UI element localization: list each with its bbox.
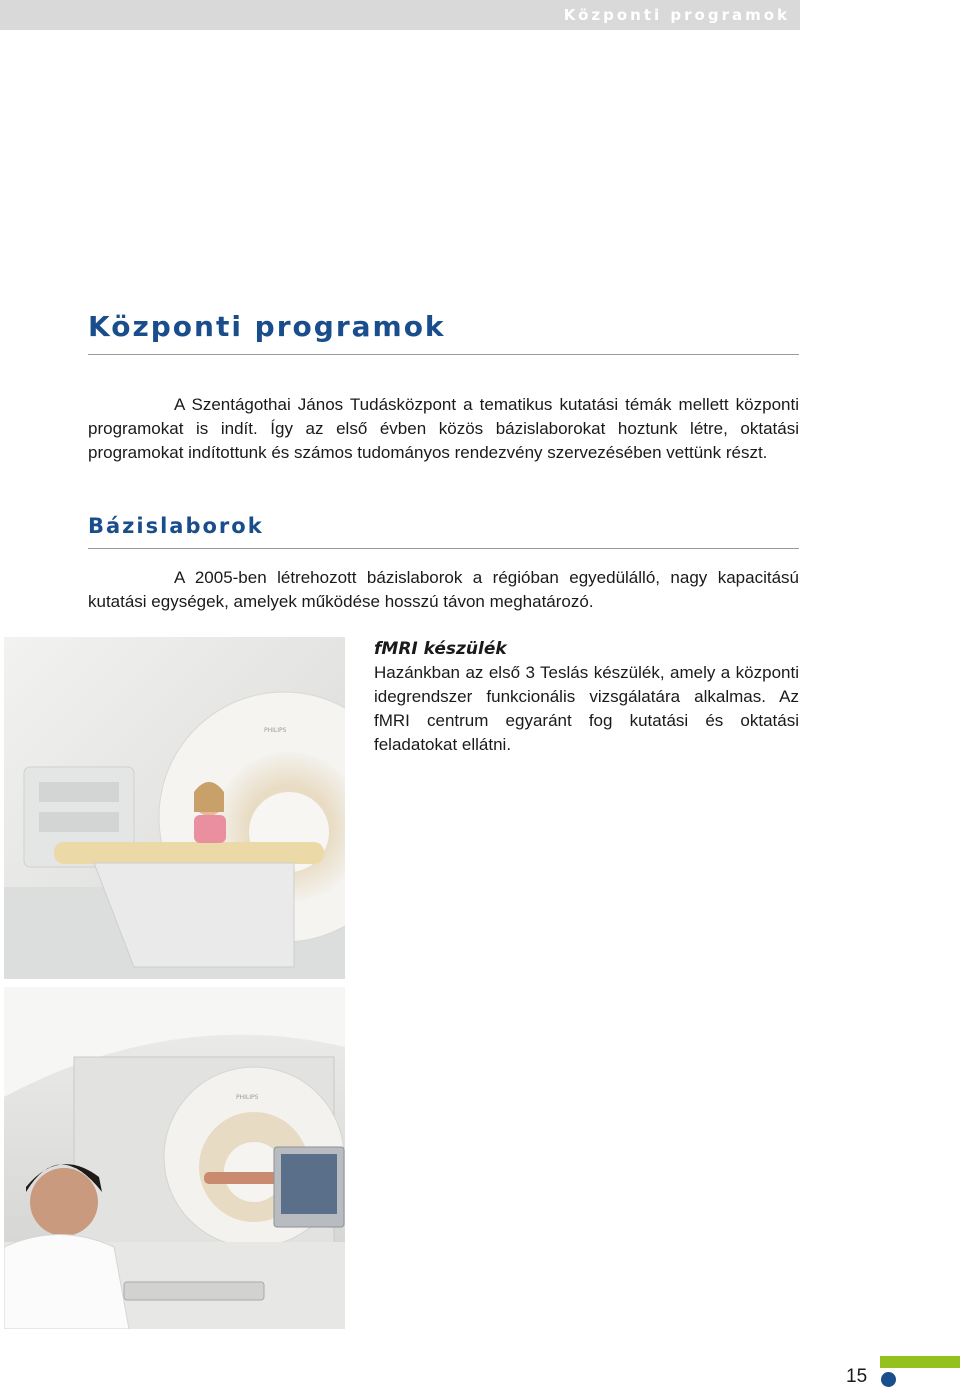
page-title: Központi programok [88,310,446,343]
fmri-title: fMRI készülék [374,639,507,659]
mri-scanner-photo [4,637,345,979]
mri-control-room-photo [4,987,345,1329]
section-divider [88,548,799,549]
page-number: 15 [846,1366,868,1387]
running-header [0,0,800,30]
fmri-section [374,637,799,757]
page-accent-bar [880,1356,960,1368]
page-marker-dot [881,1372,896,1387]
intro-paragraph: A Szentágothai János Tudásközpont a tematikus kutatási témák mellett központi programokat is indít. Így az első évben közös bázislaborokat hoztunk létre, oktatási programokat indítottunk és számos tudományos rendezvény szervezésében vettünk részt. [88,395,799,462]
section-title-bazislaborok: Bázislaborok [88,514,264,538]
scanner-logo-text-2: PHILIPS [236,1094,259,1101]
title-divider [88,354,799,355]
section-description: A 2005-ben létrehozott bázislaborok a régióban egyedülálló, nagy kapacitású kutatási egységek, amelyek működése hosszú távon meghatározó. [88,568,799,611]
running-header-title: Központi programok [563,6,790,24]
scanner-logo-text: PHILIPS [264,727,287,734]
fmri-description: Hazánkban az első 3 Teslás készülék, amely a központi idegrendszer funkcionális vizsgálatára alkalmas. Az fMRI centrum egyaránt fog kutatási és oktatási feladatokat ellátni. [374,663,799,754]
